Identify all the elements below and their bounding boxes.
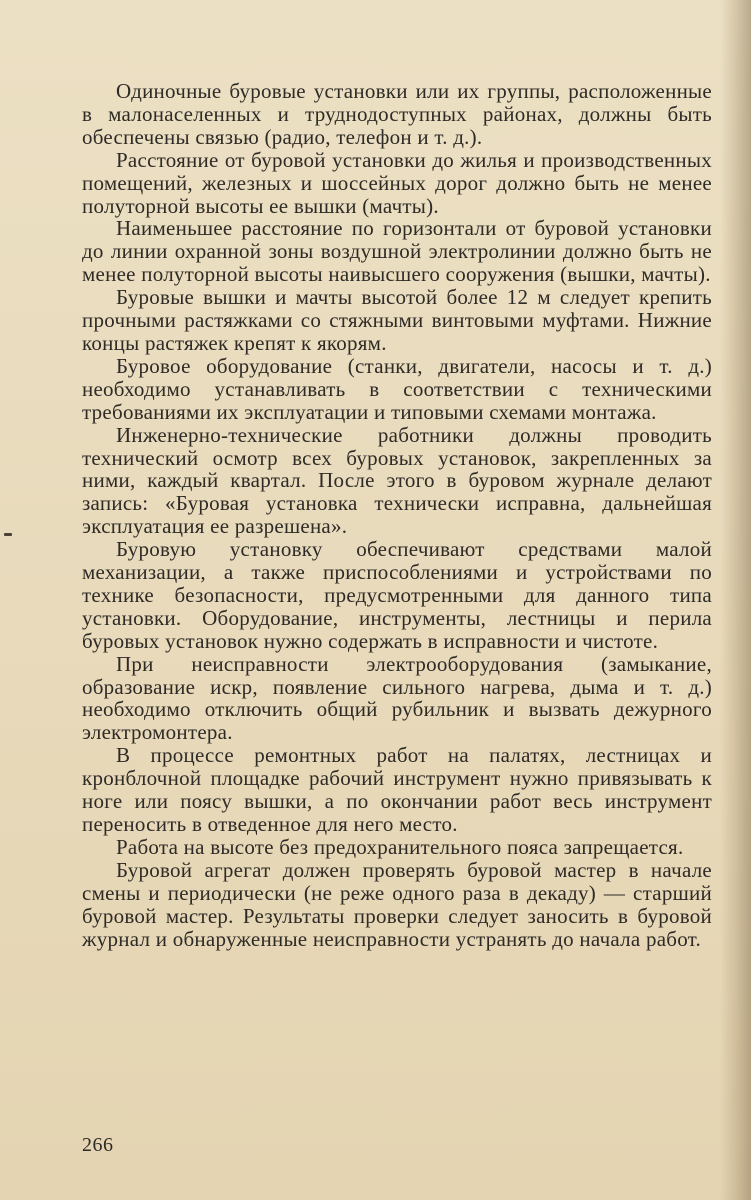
paragraph-tool-securing: В процессе ремонтных работ на палатях, лестницах и кронблочной площадке рабочий инструмент нужно привязывать к ноге или поясу вышки, а по окончании работ весь инструмент переносить в отведенное для него место. <box>82 743 712 836</box>
paragraph-safety-belt: Работа на высоте без предохранительного пояса запрещается. <box>116 834 684 859</box>
paragraph-distance-housing: Расстояние от буровой установки до жилья и производственных помещений, железных и шоссейных дорог должно быть не менее полуторной высоты ее вышки (мачты). <box>82 147 712 218</box>
page-number: 266 <box>82 1134 114 1156</box>
paragraph-guy-wires: Буровые вышки и мачты высотой более 12 м следует крепить прочными растяжками со стяжными винтовыми муфтами. Нижние концы растяжек крепят к якорям. <box>82 285 712 355</box>
paragraph-communications: Одиночные буровые установки или их группы, расположенные в малонаселенных и труднодоступных районах, должны быть обеспечены связью (радио, телефон и т. д.). <box>82 79 712 149</box>
paragraph-technical-inspection: Инженерно-технические работники должны проводить технический осмотр всех буровых установок, закрепленных за ними, каждый квартал. После этого в буровом журнале делают запись: «Буровая установка технически исправна, дальнейшая эксплуатация ее разрешена». <box>82 422 712 539</box>
paragraph-electrical-faults: При неисправности электрооборудования (замыкание, образование искр, появление сильного нагрева, дыма и т. д.) необходимо отключить общий рубильник и вызвать дежурного электромонтера. <box>82 651 712 745</box>
paragraph-equipment-installation: Буровое оборудование (станки, двигатели, насосы и т. д.) необходимо устанавливать в соответствии с техническими требованиями их эксплуатации и типовыми схемами монтажа. <box>82 353 712 424</box>
body-text <box>82 80 712 950</box>
paragraph-distance-power-line: Наименьшее расстояние по горизонтали от буровой установки до линии охранной зоны воздушной электролинии должно быть не менее полуторной высоты наивысшего сооружения (вышки, мачты). <box>82 216 712 287</box>
margin-mark <box>4 533 12 536</box>
paragraph-unit-checks: Буровой агрегат должен проверять буровой мастер в начале смены и периодически (не реже одного раза в декаду) — старший буровой мастер. Результаты проверки следует заносить в буровой журнал и обнаруженные неисправности устранять до начала работ. <box>82 857 712 951</box>
paragraph-mechanization: Буровую установку обеспечивают средствами малой механизации, а также приспособлениями и устройствами по технике безопасности, предусмотренными для данного типа установки. Оборудование, инструменты, лестницы и перила буровых установок нужно содержать в исправности и чистоте. <box>82 537 712 653</box>
